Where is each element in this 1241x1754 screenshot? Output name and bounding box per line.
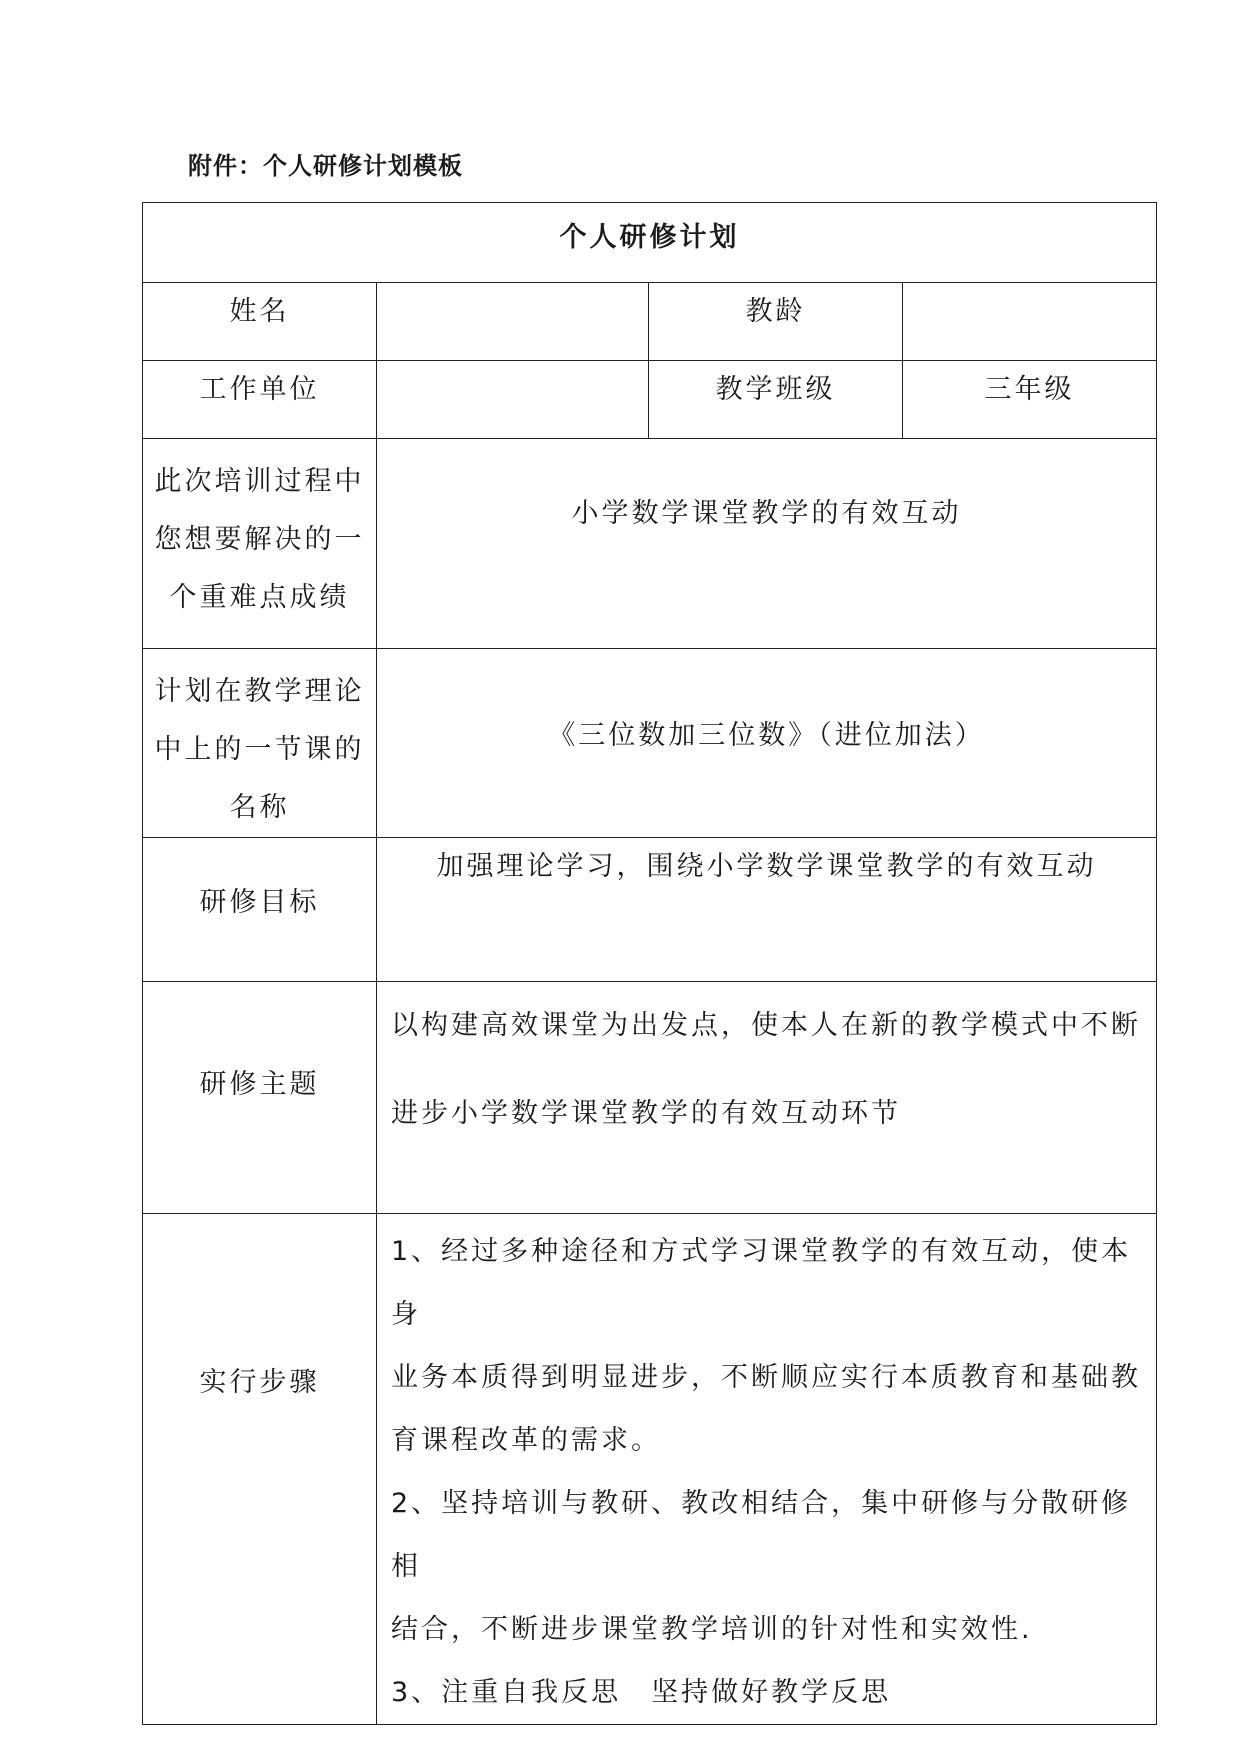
steps-line: 结合，不断进步课堂教学培训的针对性和实效性. <box>391 1614 1033 1645</box>
problem-label <box>143 439 377 649</box>
problem-label-line: 个重难点成绩 <box>169 582 350 613</box>
theme-line: 以构建高效课堂为出发点，使本人在新的教学模式中不断 <box>391 1010 1141 1041</box>
teaching-years-label: 教龄 <box>649 283 903 361</box>
work-unit-value[interactable] <box>377 361 649 439</box>
attachment-title: 附件：个人研修计划模板 <box>188 152 463 180</box>
title-row <box>143 203 1157 283</box>
theme-line: 进步小学数学课堂教学的有效互动环节 <box>391 1098 901 1129</box>
goal-row <box>143 838 1157 982</box>
lesson-label <box>143 649 377 838</box>
teaching-class-label: 教学班级 <box>649 361 903 439</box>
theme-value[interactable] <box>377 982 1157 1214</box>
lesson-label-line: 名称 <box>229 792 290 823</box>
problem-value[interactable]: 小学数学课堂教学的有效互动 <box>377 439 1157 649</box>
problem-label-line: 此次培训过程中 <box>154 466 365 497</box>
name-label: 姓名 <box>143 283 377 361</box>
steps-line: 2、坚持培训与教研、教改相结合，集中研修与分散研修相 <box>391 1488 1132 1582</box>
steps-line: 3、注重自我反思 坚持做好教学反思 <box>391 1677 892 1708</box>
work-unit-label: 工作单位 <box>143 361 377 439</box>
theme-row <box>143 982 1157 1214</box>
steps-line: 1、经过多种途径和方式学习课堂教学的有效互动，使本身 <box>391 1236 1132 1330</box>
lesson-label-line: 计划在教学理论 <box>154 676 365 707</box>
lesson-value[interactable]: 《三位数加三位数》（进位加法） <box>377 649 1157 838</box>
lesson-label-line: 中上的一节课的 <box>154 734 365 765</box>
teaching-class-value[interactable]: 三年级 <box>903 361 1157 439</box>
problem-label-line: 您想要解决的一 <box>154 524 365 555</box>
name-row <box>143 283 1157 361</box>
lesson-row <box>143 649 1157 838</box>
theme-label: 研修主题 <box>143 982 377 1214</box>
steps-row <box>143 1214 1157 1725</box>
steps-line: 育课程改革的需求。 <box>391 1425 661 1456</box>
research-plan-table <box>142 202 1157 1725</box>
problem-row <box>143 439 1157 649</box>
goal-value[interactable]: 加强理论学习，围绕小学数学课堂教学的有效互动 <box>377 838 1157 982</box>
steps-value[interactable] <box>377 1214 1157 1725</box>
form-title: 个人研修计划 <box>143 203 1157 283</box>
unit-row <box>143 361 1157 439</box>
teaching-years-value[interactable] <box>903 283 1157 361</box>
steps-label: 实行步骤 <box>143 1214 377 1725</box>
name-value[interactable] <box>377 283 649 361</box>
goal-label: 研修目标 <box>143 838 377 982</box>
steps-line: 业务本质得到明显进步，不断顺应实行本质教育和基础教 <box>391 1362 1141 1393</box>
